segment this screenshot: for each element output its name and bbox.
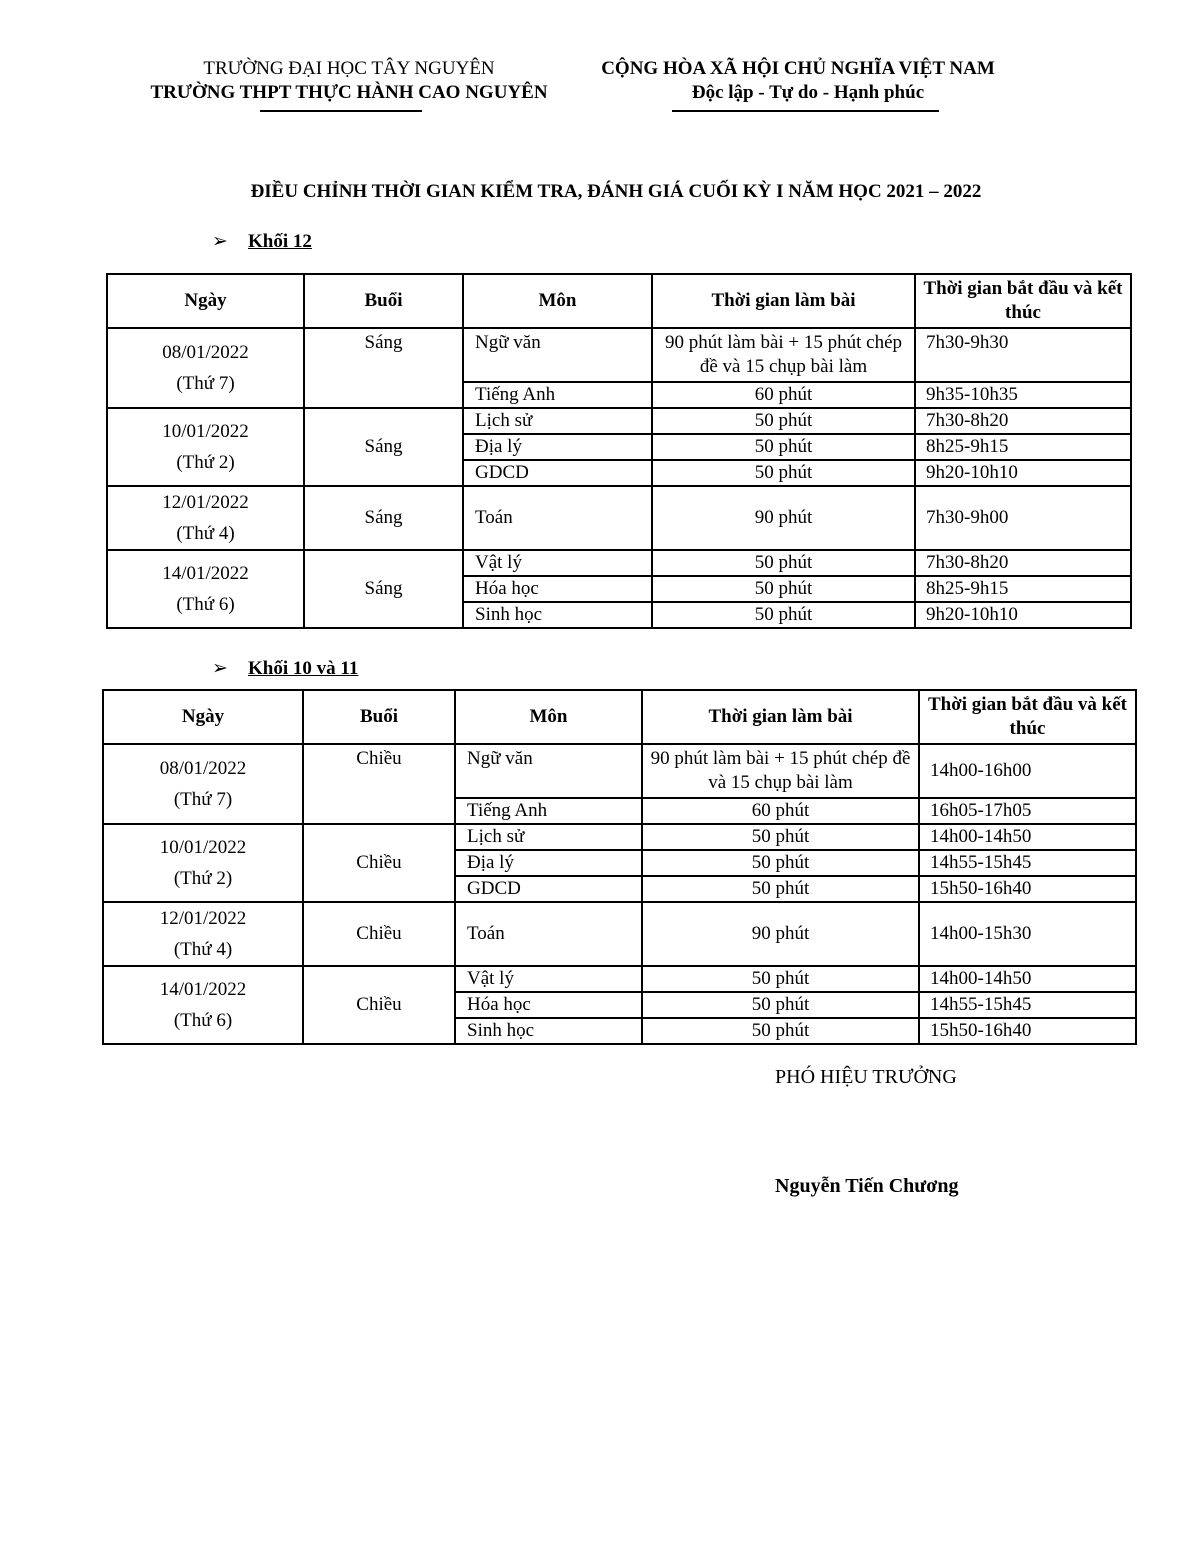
- duration-cell: 50 phút: [642, 966, 919, 992]
- date-cell: [103, 744, 303, 824]
- section-label: Khối 12: [248, 231, 312, 252]
- session-cell: Chiều: [303, 744, 455, 824]
- col-header-subject: Môn: [455, 690, 642, 744]
- subject-cell: Lịch sử: [455, 824, 642, 850]
- session-cell: Chiều: [303, 966, 455, 1044]
- weekday-text: (Thứ 2): [176, 452, 235, 473]
- time-cell: 15h50-16h40: [919, 876, 1136, 902]
- table-row: [103, 824, 1136, 850]
- col-header-duration: Thời gian làm bài: [642, 690, 919, 744]
- time-cell: 14h55-15h45: [919, 992, 1136, 1018]
- date-text: 12/01/2022: [162, 492, 249, 513]
- table-row: [103, 902, 1136, 966]
- col-header-date: Ngày: [107, 274, 304, 328]
- duration-cell: 50 phút: [642, 1018, 919, 1044]
- duration-cell: 50 phút: [652, 550, 915, 576]
- duration-cell: 90 phút làm bài + 15 phút chép đề và 15 chụp bài làm: [642, 744, 919, 798]
- date-text: 10/01/2022: [162, 421, 249, 442]
- date-cell: [107, 328, 304, 408]
- col-header-duration: Thời gian làm bài: [652, 274, 915, 328]
- time-cell: 14h00-14h50: [919, 824, 1136, 850]
- table-row: [103, 744, 1136, 798]
- duration-cell: 90 phút: [652, 486, 915, 550]
- signer-name: Nguyễn Tiến Chương: [775, 1175, 959, 1197]
- col-header-start-end: Thời gian bắt đầu và kết thúc: [919, 690, 1136, 744]
- subject-cell: Ngữ văn: [455, 744, 642, 798]
- date-text: 08/01/2022: [162, 342, 249, 363]
- nation-motto: Độc lập - Tự do - Hạnh phúc: [691, 82, 925, 103]
- table-row: [107, 550, 1131, 576]
- weekday-text: (Thứ 7): [173, 789, 233, 810]
- weekday-text: (Thứ 4): [173, 939, 233, 960]
- col-header-date: Ngày: [103, 690, 303, 744]
- col-header-session: Buổi: [304, 274, 463, 328]
- arrow-bullet-icon: ➢: [212, 658, 228, 679]
- date-cell: [103, 824, 303, 902]
- duration-cell: 60 phút: [652, 382, 915, 408]
- duration-cell: 50 phút: [652, 576, 915, 602]
- time-cell: 9h20-10h10: [915, 602, 1131, 628]
- subject-cell: Tiếng Anh: [455, 798, 642, 824]
- time-cell: 15h50-16h40: [919, 1018, 1136, 1044]
- subject-cell: Sinh học: [463, 602, 652, 628]
- session-cell: Sáng: [304, 408, 463, 486]
- time-cell: 8h25-9h15: [915, 434, 1131, 460]
- arrow-bullet-icon: ➢: [212, 231, 228, 252]
- weekday-text: (Thứ 7): [176, 373, 235, 394]
- time-cell: 7h30-9h30: [915, 328, 1131, 382]
- duration-cell: 50 phút: [642, 850, 919, 876]
- nation-name: CỘNG HÒA XÃ HỘI CHỦ NGHĨA VIỆT NAM: [601, 58, 995, 79]
- table-header-row: [103, 690, 1136, 744]
- subject-cell: Vật lý: [455, 966, 642, 992]
- subject-cell: Địa lý: [463, 434, 652, 460]
- col-header-session: Buổi: [303, 690, 455, 744]
- section-heading-grade-12: [212, 230, 312, 253]
- university-name: TRƯỜNG ĐẠI HỌC TÂY NGUYÊN: [203, 58, 495, 79]
- time-cell: 9h20-10h10: [915, 460, 1131, 486]
- subject-cell: GDCD: [463, 460, 652, 486]
- session-cell: Sáng: [304, 486, 463, 550]
- table-header-row: [107, 274, 1131, 328]
- table-row: [107, 328, 1131, 382]
- date-cell: [103, 902, 303, 966]
- document-title: ĐIỀU CHỈNH THỜI GIAN KIỂM TRA, ĐÁNH GIÁ CUỐI KỲ I NĂM HỌC 2021 – 2022: [250, 181, 982, 202]
- time-cell: 14h00-14h50: [919, 966, 1136, 992]
- time-cell: 9h35-10h35: [915, 382, 1131, 408]
- date-cell: [107, 486, 304, 550]
- school-underline: [260, 110, 422, 112]
- date-text: 12/01/2022: [159, 908, 247, 929]
- section-label: Khối 10 và 11: [248, 658, 359, 679]
- subject-cell: Tiếng Anh: [463, 382, 652, 408]
- time-cell: 14h00-15h30: [919, 902, 1136, 966]
- duration-cell: 50 phút: [642, 824, 919, 850]
- schedule-table-grade-10-11: [102, 689, 1137, 1045]
- subject-cell: Vật lý: [463, 550, 652, 576]
- duration-cell: 50 phút: [652, 434, 915, 460]
- session-cell: Chiều: [303, 902, 455, 966]
- subject-cell: Toán: [463, 486, 652, 550]
- time-cell: 14h55-15h45: [919, 850, 1136, 876]
- date-text: 14/01/2022: [159, 979, 247, 1000]
- motto-underline: [672, 110, 939, 112]
- subject-cell: Hóa học: [463, 576, 652, 602]
- duration-cell: 90 phút làm bài + 15 phút chép đề và 15 chụp bài làm: [652, 328, 915, 382]
- table-row: [107, 486, 1131, 550]
- weekday-text: (Thứ 2): [173, 868, 233, 889]
- weekday-text: (Thứ 4): [176, 523, 235, 544]
- date-text: 08/01/2022: [159, 758, 247, 779]
- signer-role: PHÓ HIỆU TRƯỞNG: [775, 1066, 957, 1088]
- subject-cell: GDCD: [455, 876, 642, 902]
- duration-cell: 50 phút: [642, 876, 919, 902]
- session-cell: Sáng: [304, 328, 463, 408]
- duration-cell: 60 phút: [642, 798, 919, 824]
- date-cell: [107, 550, 304, 628]
- date-cell: [107, 408, 304, 486]
- session-cell: Chiều: [303, 824, 455, 902]
- time-cell: 16h05-17h05: [919, 798, 1136, 824]
- subject-cell: Lịch sử: [463, 408, 652, 434]
- session-cell: Sáng: [304, 550, 463, 628]
- date-cell: [103, 966, 303, 1044]
- time-cell: 7h30-8h20: [915, 408, 1131, 434]
- col-header-start-end: Thời gian bắt đầu và kết thúc: [915, 274, 1131, 328]
- table-row: [103, 966, 1136, 992]
- time-cell: 7h30-9h00: [915, 486, 1131, 550]
- table-row: [107, 408, 1131, 434]
- subject-cell: Toán: [455, 902, 642, 966]
- subject-cell: Hóa học: [455, 992, 642, 1018]
- duration-cell: 50 phút: [652, 602, 915, 628]
- duration-cell: 90 phút: [642, 902, 919, 966]
- col-header-subject: Môn: [463, 274, 652, 328]
- school-name: TRƯỜNG THPT THỰC HÀNH CAO NGUYÊN: [150, 82, 548, 103]
- time-cell: 7h30-8h20: [915, 550, 1131, 576]
- weekday-text: (Thứ 6): [176, 594, 235, 615]
- time-cell: 8h25-9h15: [915, 576, 1131, 602]
- date-text: 10/01/2022: [159, 837, 247, 858]
- date-text: 14/01/2022: [162, 563, 249, 584]
- subject-cell: Địa lý: [455, 850, 642, 876]
- schedule-table-grade-12: [106, 273, 1132, 629]
- subject-cell: Ngữ văn: [463, 328, 652, 382]
- section-heading-grade-10-11: [212, 657, 358, 680]
- duration-cell: 50 phút: [652, 408, 915, 434]
- duration-cell: 50 phút: [642, 992, 919, 1018]
- duration-cell: 50 phút: [652, 460, 915, 486]
- time-cell: 14h00-16h00: [919, 744, 1136, 798]
- weekday-text: (Thứ 6): [173, 1010, 233, 1031]
- subject-cell: Sinh học: [455, 1018, 642, 1044]
